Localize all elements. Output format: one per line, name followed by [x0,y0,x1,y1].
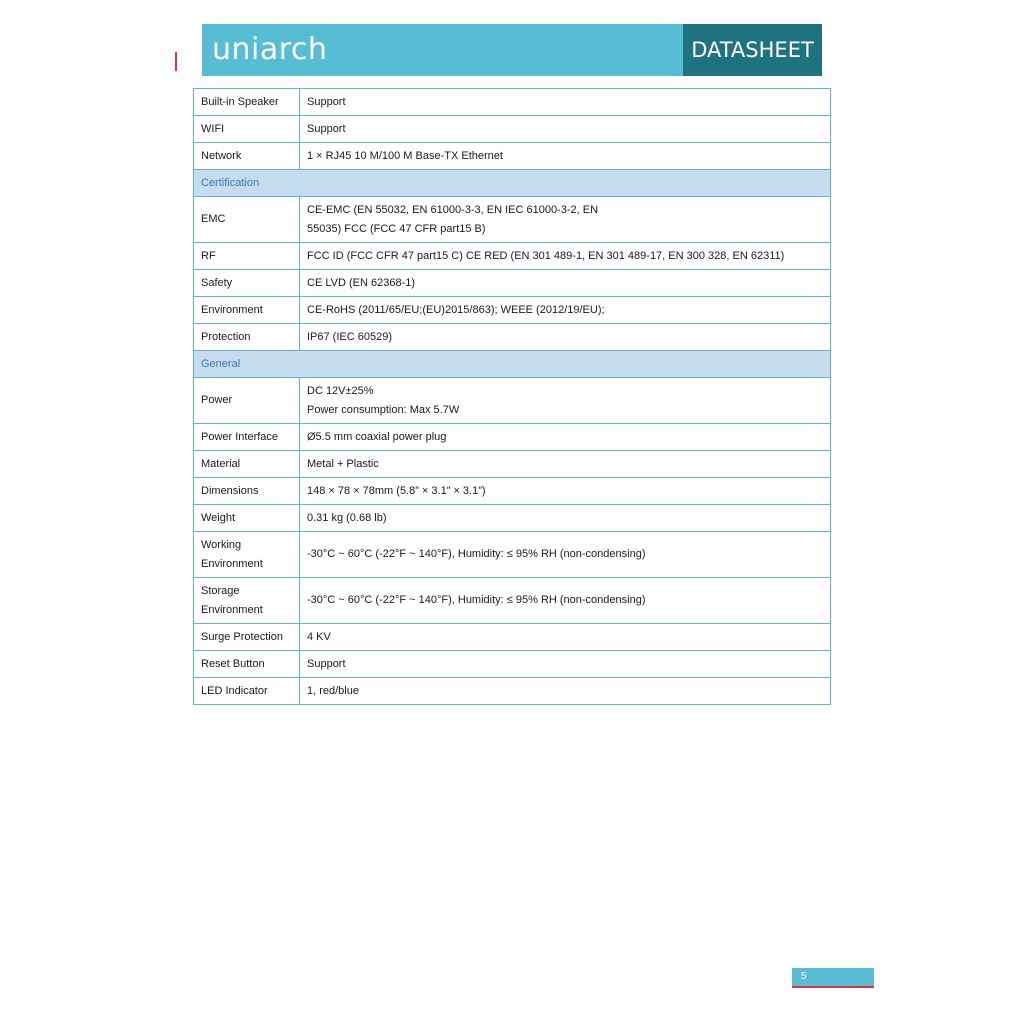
spec-label: Material [194,451,300,478]
table-row [194,378,831,424]
spec-value [300,197,831,243]
table-row [194,505,831,532]
spec-value: -30°C ~ 60°C (-22°F ~ 140°F), Humidity: ≤ 95% RH (non-condensing) [300,532,831,578]
spec-label: Network [194,143,300,170]
table-row [194,651,831,678]
spec-value: IP67 (IEC 60529) [300,324,831,351]
spec-label: RF [194,243,300,270]
spec-value: Metal + Plastic [300,451,831,478]
spec-label: Built-in Speaker [194,89,300,116]
spec-label: Reset Button [194,651,300,678]
spec-label-line: Environment [201,603,263,616]
table-row [194,478,831,505]
spec-value: 0.31 kg (0.68 lb) [300,505,831,532]
spec-value: 148 × 78 × 78mm (5.8” × 3.1” × 3.1”) [300,478,831,505]
spec-label: Protection [194,324,300,351]
spec-value: FCC ID (FCC CFR 47 part15 C) CE RED (EN 301 489-1, EN 301 489-17, EN 300 328, EN 62311) [300,243,831,270]
spec-label [194,578,300,624]
table-row [194,297,831,324]
section-header-row [194,351,831,378]
uniarch-logo: uniarch [212,32,328,67]
spec-value: Support [300,651,831,678]
spec-label [194,532,300,578]
spec-label: Safety [194,270,300,297]
red-margin-mark [175,52,177,71]
spec-value: Support [300,116,831,143]
table-row [194,89,831,116]
section-title-certification: Certification [194,170,831,197]
spec-label: Surge Protection [194,624,300,651]
table-row [194,624,831,651]
spec-label: LED Indicator [194,678,300,705]
spec-label: EMC [194,197,300,243]
spec-value: Support [300,89,831,116]
spec-label-line: Storage [201,584,240,597]
spec-value: CE-RoHS (2011/65/EU;(EU)2015/863); WEEE (2012/19/EU); [300,297,831,324]
spec-label-line: Working [201,538,242,551]
table-row [194,116,831,143]
table-row [194,424,831,451]
table-row [194,451,831,478]
spec-label: Environment [194,297,300,324]
footer-accent-line [792,986,874,988]
page-number: 5 [792,968,874,986]
spec-value-line: CE-EMC (EN 55032, EN 61000-3-3, EN IEC 61000-3-2, EN [307,203,599,216]
spec-value: -30°C ~ 60°C (-22°F ~ 140°F), Humidity: ≤ 95% RH (non-condensing) [300,578,831,624]
spec-label: Weight [194,505,300,532]
spec-value-line: DC 12V±25% [307,384,374,397]
spec-value: 1, red/blue [300,678,831,705]
spec-value: 1 × RJ45 10 M/100 M Base-TX Ethernet [300,143,831,170]
table-row [194,197,831,243]
table-row [194,270,831,297]
spec-value: CE LVD (EN 62368-1) [300,270,831,297]
table-row [194,532,831,578]
spec-label: WIFI [194,116,300,143]
datasheet-label: DATASHEET [683,24,822,76]
table-row [194,678,831,705]
spec-label: Power [194,378,300,424]
section-header-row [194,170,831,197]
spec-label-line: Environment [201,557,263,570]
spec-value [300,378,831,424]
spec-table [193,88,831,705]
spec-value-line: Power consumption: Max 5.7W [307,403,460,416]
table-row [194,578,831,624]
spec-label: Dimensions [194,478,300,505]
spec-label: Power Interface [194,424,300,451]
spec-value-line: 55035) FCC (FCC 47 CFR part15 B) [307,222,486,235]
table-row [194,243,831,270]
spec-value: 4 KV [300,624,831,651]
section-title-general: General [194,351,831,378]
table-row [194,324,831,351]
spec-value: Ø5.5 mm coaxial power plug [300,424,831,451]
header-banner [202,24,822,76]
table-row [194,143,831,170]
